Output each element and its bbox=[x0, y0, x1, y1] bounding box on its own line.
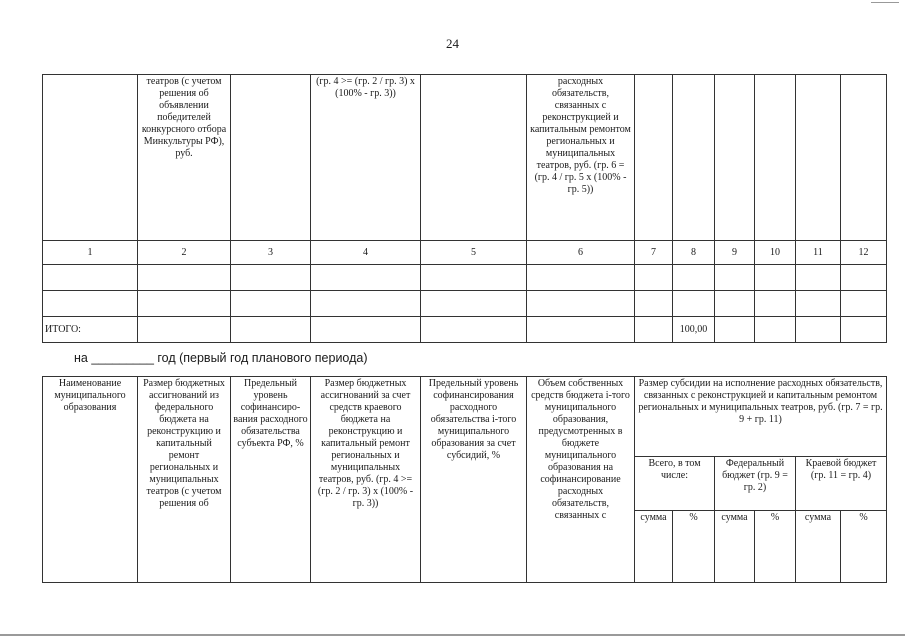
cell bbox=[138, 265, 231, 291]
cell bbox=[43, 75, 138, 241]
cell bbox=[755, 317, 796, 343]
subheader-regional: Краевой бюджет (гр. 11 = гр. 4) bbox=[796, 457, 887, 511]
cell bbox=[673, 75, 715, 241]
col-number: 6 bbox=[527, 241, 635, 265]
col-number: 7 bbox=[635, 241, 673, 265]
cell bbox=[841, 75, 887, 241]
col-number: 2 bbox=[138, 241, 231, 265]
cell-col2: театров (с учетом решения об объявлении победителей конкурсного отбора Минкультуры РФ), руб. bbox=[138, 75, 231, 241]
cell bbox=[755, 75, 796, 241]
subheader-percent: % bbox=[755, 511, 796, 583]
cell bbox=[421, 291, 527, 317]
cell bbox=[673, 265, 715, 291]
subheader-sum: сумма bbox=[635, 511, 673, 583]
cell bbox=[755, 291, 796, 317]
col-number: 3 bbox=[231, 241, 311, 265]
cell bbox=[841, 265, 887, 291]
col-number: 8 bbox=[673, 241, 715, 265]
cell bbox=[796, 317, 841, 343]
cell bbox=[527, 317, 635, 343]
subheader-percent: % bbox=[673, 511, 715, 583]
cell bbox=[231, 75, 311, 241]
cell bbox=[635, 265, 673, 291]
header-cofinancing-level-municipality: Предельный уровень софинансирования расходного обязательства i-того муниципального образования за счет субсидий, % bbox=[421, 377, 527, 583]
cell bbox=[841, 317, 887, 343]
cell bbox=[527, 265, 635, 291]
table-row bbox=[43, 291, 887, 317]
cell bbox=[715, 291, 755, 317]
col-number: 12 bbox=[841, 241, 887, 265]
corner-mark bbox=[871, 2, 899, 3]
header-municipality: Наименование муниципального образования bbox=[43, 377, 138, 583]
subheader-sum: сумма bbox=[715, 511, 755, 583]
subheader-percent: % bbox=[841, 511, 887, 583]
cell bbox=[796, 75, 841, 241]
col-number: 9 bbox=[715, 241, 755, 265]
total-row bbox=[43, 317, 887, 343]
page-bottom-rule bbox=[0, 634, 905, 636]
cell bbox=[715, 317, 755, 343]
section-heading: на _________ год (первый год планового периода) bbox=[74, 351, 368, 365]
cell bbox=[796, 265, 841, 291]
col-number: 10 bbox=[755, 241, 796, 265]
col-number: 1 bbox=[43, 241, 138, 265]
cell bbox=[421, 75, 527, 241]
subheader-sum: сумма bbox=[796, 511, 841, 583]
cell-col4: (гр. 4 >= (гр. 2 / гр. 3) х (100% - гр. 3)) bbox=[311, 75, 421, 241]
total-label: ИТОГО: bbox=[43, 317, 138, 343]
cell bbox=[43, 265, 138, 291]
total-value: 100,00 bbox=[673, 317, 715, 343]
subheader-federal: Федеральный бюджет (гр. 9 = гр. 2) bbox=[715, 457, 796, 511]
cell bbox=[635, 291, 673, 317]
cell bbox=[841, 291, 887, 317]
header-cofinancing-level-region: Предельный уровень софинансиро-вания расходного обязательства субъекта РФ, % bbox=[231, 377, 311, 583]
cell bbox=[231, 317, 311, 343]
col-number: 4 bbox=[311, 241, 421, 265]
cell bbox=[755, 265, 796, 291]
cell bbox=[231, 291, 311, 317]
table-row bbox=[43, 265, 887, 291]
cell bbox=[673, 291, 715, 317]
header-own-funds: Объем собственных средств бюджета i-того муниципального образования, предусмотренных в бюджете муниципального образования на софинансирование расходных обязательств, связанных с bbox=[527, 377, 635, 583]
table-header bbox=[42, 376, 887, 583]
cell-col6: расходных обязательств, связанных с реконструкцией и капитальным ремонтом региональных и муниципальных театров, руб. (гр. 6 = (гр. 4 / гр. 5 х (100% - гр. 5)) bbox=[527, 75, 635, 241]
cell bbox=[138, 291, 231, 317]
header-regional-allocations: Размер бюджетных ассигнований за счет средств краевого бюджета на реконструкцию и капитальный ремонт региональных и муниципальных театров, руб. (гр. 4 >= (гр. 2 / гр. 3) х (100% - гр. 3)) bbox=[311, 377, 421, 583]
column-numbers-row bbox=[43, 241, 887, 265]
cell bbox=[311, 265, 421, 291]
cell bbox=[715, 265, 755, 291]
cell bbox=[635, 75, 673, 241]
cell bbox=[311, 317, 421, 343]
cell bbox=[421, 265, 527, 291]
cell bbox=[138, 317, 231, 343]
table-continuation bbox=[42, 74, 887, 343]
col-number: 5 bbox=[421, 241, 527, 265]
page-number: 24 bbox=[446, 36, 459, 51]
cell bbox=[635, 317, 673, 343]
cell bbox=[43, 291, 138, 317]
table-row bbox=[43, 75, 887, 241]
cell bbox=[715, 75, 755, 241]
col-number: 11 bbox=[796, 241, 841, 265]
cell bbox=[421, 317, 527, 343]
cell bbox=[231, 265, 311, 291]
subheader-total: Всего, в том числе: bbox=[635, 457, 715, 511]
cell bbox=[527, 291, 635, 317]
cell bbox=[796, 291, 841, 317]
cell bbox=[311, 291, 421, 317]
header-federal-allocations: Размер бюджетных ассигнований из федерального бюджета на реконструкцию и капитальный ремонт региональных и муниципальных театров (с учетом решения об bbox=[138, 377, 231, 583]
header-subsidy-size: Размер субсидии на исполнение расходных обязательств, связанных с реконструкцией и капитальным ремонтом региональных и муниципальных театров, руб. (гр. 7 = гр. 9 + гр. 11) bbox=[635, 377, 887, 457]
